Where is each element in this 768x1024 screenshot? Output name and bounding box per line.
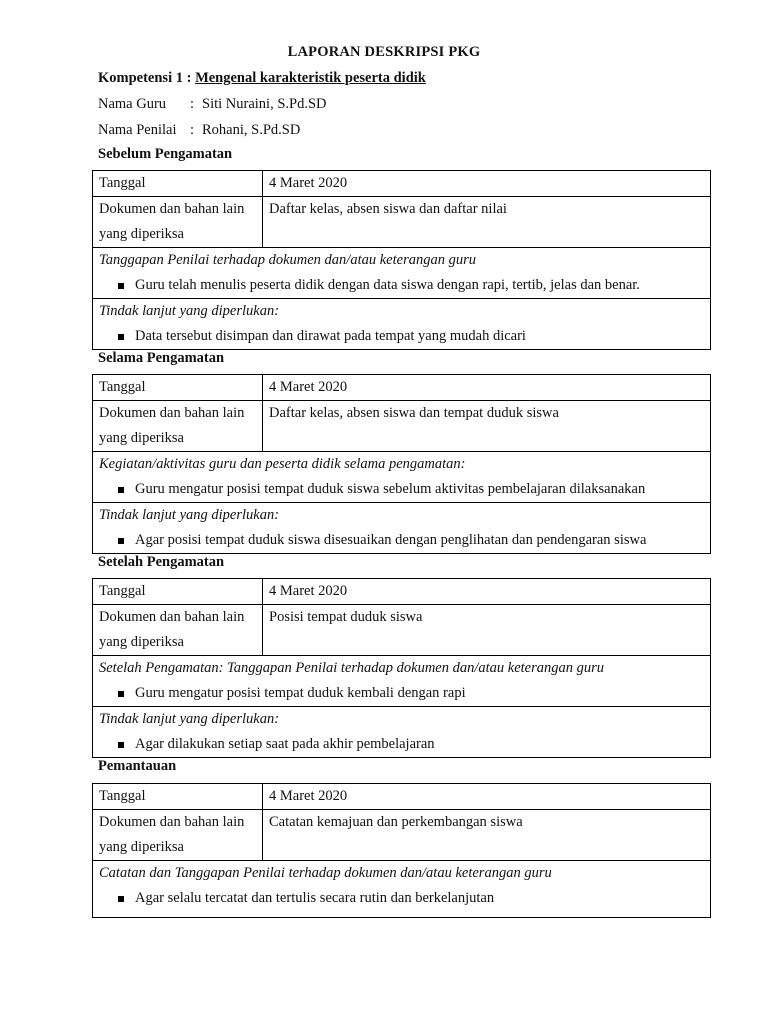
tanggal-value: 4 Maret 2020 xyxy=(263,171,711,197)
bullet-item xyxy=(99,324,704,349)
nama-guru-value: Siti Nuraini, S.Pd.SD xyxy=(202,96,327,112)
dokumen-label xyxy=(93,605,263,656)
kompetensi-line xyxy=(98,70,426,87)
dokumen-label xyxy=(93,197,263,248)
nama-guru-label: Nama Guru xyxy=(98,96,167,112)
bullet-text: Agar selalu tercatat dan tertulis secara rutin dan berkelanjutan xyxy=(135,890,495,906)
tanggal-value: 4 Maret 2020 xyxy=(263,784,711,810)
table-row xyxy=(93,810,711,861)
nama-penilai-colon: : xyxy=(190,122,195,138)
nama-guru-row xyxy=(98,96,326,113)
kompetensi-value: Mengenal karakteristik peserta didik xyxy=(195,70,426,86)
nama-penilai-row xyxy=(98,122,300,139)
table-row xyxy=(93,579,711,605)
tanggal-label: Tanggal xyxy=(93,375,263,401)
bullet-text: Guru telah menulis peserta didik dengan data siswa dengan rapi, tertib, jelas dan benar. xyxy=(135,277,640,293)
section-heading-sebelum: Sebelum Pengamatan xyxy=(98,146,233,162)
tanggal-value: 4 Maret 2020 xyxy=(263,375,711,401)
table-row xyxy=(93,197,711,248)
table-row xyxy=(93,375,711,401)
bullet-text: Guru mengatur posisi tempat duduk siswa sebelum aktivitas pembelajaran dilaksanakan xyxy=(135,481,646,497)
bullet-square-icon xyxy=(118,283,124,289)
nama-penilai-value: Rohani, S.Pd.SD xyxy=(202,122,301,138)
bullet-square-icon xyxy=(118,487,124,493)
dokumen-label xyxy=(93,401,263,452)
note-title: Catatan dan Tanggapan Penilai terhadap dokumen dan/atau keterangan guru xyxy=(99,865,552,881)
section-heading-pemantauan: Pemantauan xyxy=(98,758,177,774)
bullet-text: Agar dilakukan setiap saat pada akhir pembelajaran xyxy=(135,736,435,752)
bullet-square-icon xyxy=(118,742,124,748)
table-row xyxy=(93,452,711,503)
dokumen-value: Daftar kelas, absen siswa dan tempat duduk siswa xyxy=(263,401,711,452)
dokumen-label-line1: Dokumen dan bahan lain xyxy=(99,201,245,217)
note-title: Tanggapan Penilai terhadap dokumen dan/atau keterangan guru xyxy=(99,252,476,268)
table-selama xyxy=(92,374,711,554)
dokumen-label-line1: Dokumen dan bahan lain xyxy=(99,609,245,625)
table-row xyxy=(93,656,711,707)
note-title: Kegiatan/aktivitas guru dan peserta didik selama pengamatan: xyxy=(99,456,466,472)
table-row xyxy=(93,861,711,918)
note-title: Tindak lanjut yang diperlukan: xyxy=(99,507,280,523)
section-heading-selama: Selama Pengamatan xyxy=(98,350,225,366)
table-setelah xyxy=(92,578,711,758)
kompetensi-label: Kompetensi 1 : xyxy=(98,70,192,86)
bullet-square-icon xyxy=(118,538,124,544)
table-row xyxy=(93,503,711,554)
table-row xyxy=(93,299,711,350)
bullet-text: Guru mengatur posisi tempat duduk kembali dengan rapi xyxy=(135,685,466,701)
dokumen-label-line2: yang diperiksa xyxy=(99,634,184,650)
dokumen-label-line2: yang diperiksa xyxy=(99,430,184,446)
note-title: Tindak lanjut yang diperlukan: xyxy=(99,303,280,319)
dokumen-label-line1: Dokumen dan bahan lain xyxy=(99,405,245,421)
nama-penilai-label: Nama Penilai xyxy=(98,122,177,138)
note-cell xyxy=(93,707,711,758)
note-cell xyxy=(93,503,711,554)
bullet-square-icon xyxy=(118,896,124,902)
tanggal-label: Tanggal xyxy=(93,579,263,605)
tanggal-label: Tanggal xyxy=(93,171,263,197)
table-row xyxy=(93,248,711,299)
note-cell xyxy=(93,299,711,350)
bullet-item xyxy=(99,528,704,553)
bullet-item xyxy=(99,732,704,757)
table-row xyxy=(93,784,711,810)
table-pemantauan xyxy=(92,783,711,918)
note-title: Tindak lanjut yang diperlukan: xyxy=(99,711,280,727)
note-cell xyxy=(93,656,711,707)
bullet-square-icon xyxy=(118,691,124,697)
tanggal-value: 4 Maret 2020 xyxy=(263,579,711,605)
table-sebelum xyxy=(92,170,711,350)
bullet-text: Data tersebut disimpan dan dirawat pada tempat yang mudah dicari xyxy=(135,328,526,344)
note-cell xyxy=(93,248,711,299)
bullet-square-icon xyxy=(118,334,124,340)
bullet-item xyxy=(99,273,704,298)
table-row xyxy=(93,171,711,197)
dokumen-label-line2: yang diperiksa xyxy=(99,839,184,855)
dokumen-value: Posisi tempat duduk siswa xyxy=(263,605,711,656)
bullet-item xyxy=(99,886,704,911)
note-title: Setelah Pengamatan: Tanggapan Penilai terhadap dokumen dan/atau keterangan guru xyxy=(99,660,605,676)
report-title: LAPORAN DESKRIPSI PKG xyxy=(287,44,481,60)
note-cell xyxy=(93,861,711,918)
section-heading-setelah: Setelah Pengamatan xyxy=(98,554,225,570)
bullet-item xyxy=(99,477,704,502)
note-cell xyxy=(93,452,711,503)
tanggal-label: Tanggal xyxy=(93,784,263,810)
bullet-item xyxy=(99,681,704,706)
dokumen-label xyxy=(93,810,263,861)
dokumen-label-line1: Dokumen dan bahan lain xyxy=(99,814,245,830)
dokumen-value: Catatan kemajuan dan perkembangan siswa xyxy=(263,810,711,861)
nama-guru-colon: : xyxy=(190,96,195,112)
dokumen-label-line2: yang diperiksa xyxy=(99,226,184,242)
table-row xyxy=(93,707,711,758)
bullet-text: Agar posisi tempat duduk siswa disesuaikan dengan penglihatan dan pendengaran siswa xyxy=(135,532,647,548)
table-row xyxy=(93,401,711,452)
dokumen-value: Daftar kelas, absen siswa dan daftar nilai xyxy=(263,197,711,248)
table-row xyxy=(93,605,711,656)
